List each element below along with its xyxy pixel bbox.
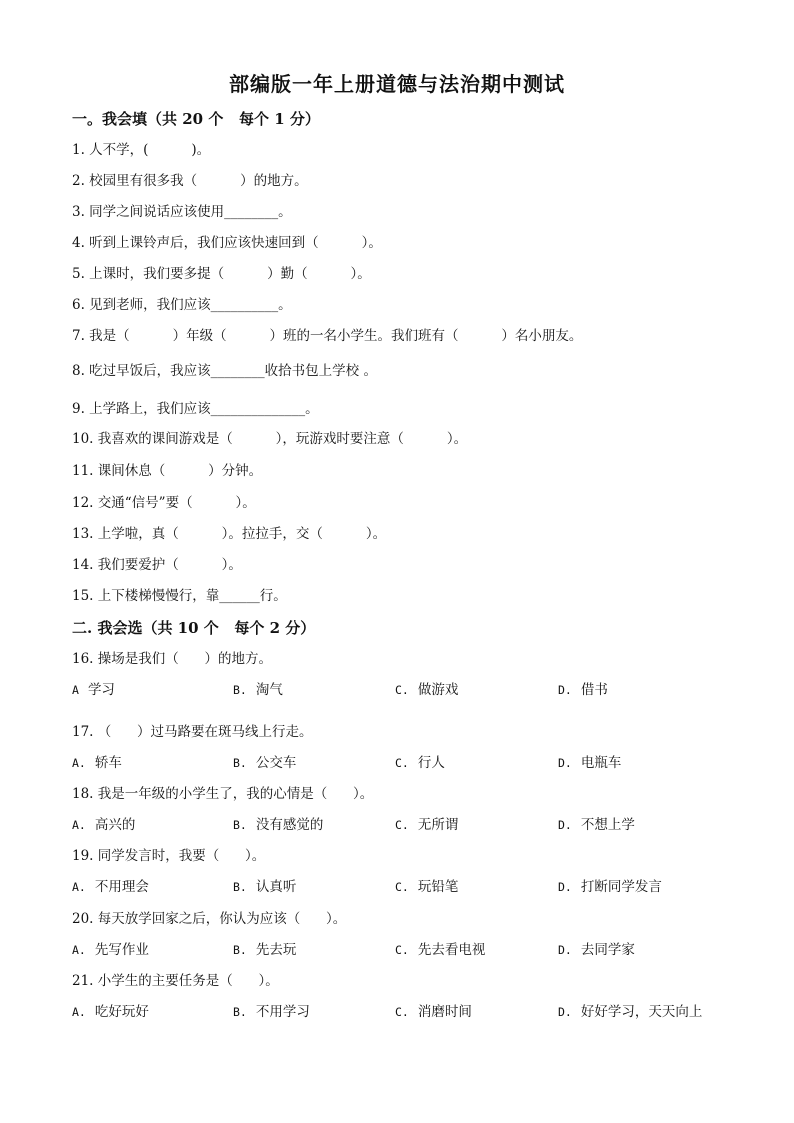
- option-c: C. 做游戏: [395, 682, 459, 698]
- option-a: A 学习: [72, 682, 115, 698]
- fill-question: 4. 听到上课铃声后，我们应该快速回到（ ）。: [72, 235, 382, 251]
- fill-question: 7. 我是（ ）年级（ ）班的一名小学生。我们班有（ ）名小朋友。: [72, 328, 583, 344]
- choice-options: [72, 878, 732, 896]
- fill-question: 9. 上学路上，我们应该______________。: [72, 401, 319, 417]
- fill-question: 11. 课间休息（ ）分钟。: [72, 463, 263, 479]
- fill-question: 15. 上下楼梯慢慢行，靠______行。: [72, 588, 287, 604]
- option-d: D. 不想上学: [558, 817, 635, 833]
- option-b: B. 先去玩: [233, 942, 297, 958]
- option-d: D. 电瓶车: [558, 755, 622, 771]
- fill-question: 8. 吃过早饭后，我应该________收拾书包上学校 。: [72, 363, 377, 379]
- choice-options: [72, 754, 732, 772]
- page-title: 部编版一年上册道德与法治期中测试: [229, 72, 565, 96]
- choice-question: 21. 小学生的主要任务是（ ）。: [72, 973, 279, 989]
- fill-question: 5. 上课时，我们要多提（ ）勤（ ）。: [72, 266, 371, 282]
- option-c: C. 消磨时间: [395, 1004, 472, 1020]
- option-a: A. 吃好玩好: [72, 1004, 149, 1020]
- fill-question: 13. 上学啦，真（ ）。拉拉手，交（ ）。: [72, 526, 387, 542]
- choice-question: 19. 同学发言时，我要（ ）。: [72, 848, 266, 864]
- fill-question: 1. 人不学，( )。: [72, 142, 211, 158]
- option-b: B. 公交车: [233, 755, 297, 771]
- choice-question: 17. （ ）过马路要在斑马线上行走。: [72, 724, 313, 740]
- section-heading-choice: 二. 我会选（共 10 个 每个 2 分）: [72, 619, 316, 637]
- fill-question: 14. 我们要爱护（ ）。: [72, 557, 242, 573]
- fill-question: 2. 校园里有很多我（ ）的地方。: [72, 173, 308, 189]
- fill-question: 12. 交通“信号”要（ ）。: [72, 495, 256, 511]
- choice-options: [72, 681, 732, 699]
- fill-question: 3. 同学之间说话应该使用________。: [72, 204, 292, 220]
- choice-question: 18. 我是一年级的小学生了，我的心情是（ ）。: [72, 786, 374, 802]
- option-a: A. 高兴的: [72, 817, 136, 833]
- section-heading-fill: 一。我会填（共 20 个 每个 1 分）: [72, 110, 320, 128]
- option-d: D. 好好学习，天天向上: [558, 1004, 703, 1020]
- fill-question: 6. 见到老师，我们应该__________。: [72, 297, 292, 313]
- choice-options: [72, 941, 732, 959]
- option-b: B. 没有感觉的: [233, 817, 324, 833]
- option-d: D. 去同学家: [558, 942, 635, 958]
- option-c: C. 先去看电视: [395, 942, 486, 958]
- option-c: C. 玩铅笔: [395, 879, 459, 895]
- option-c: C. 无所谓: [395, 817, 459, 833]
- choice-question: 20. 每天放学回家之后，你认为应该（ ）。: [72, 911, 347, 927]
- choice-options: [72, 1003, 732, 1021]
- option-a: A. 先写作业: [72, 942, 149, 958]
- option-d: D. 借书: [558, 682, 608, 698]
- choice-question: 16. 操场是我们（ ）的地方。: [72, 651, 273, 667]
- fill-question: 10. 我喜欢的课间游戏是（ ），玩游戏时要注意（ ）。: [72, 431, 468, 447]
- option-c: C. 行人: [395, 755, 445, 771]
- option-b: B. 不用学习: [233, 1004, 310, 1020]
- option-b: B. 淘气: [233, 682, 283, 698]
- option-b: B. 认真听: [233, 879, 297, 895]
- option-a: A. 轿车: [72, 755, 122, 771]
- option-a: A. 不用理会: [72, 879, 149, 895]
- option-d: D. 打断同学发言: [558, 879, 662, 895]
- choice-options: [72, 816, 732, 834]
